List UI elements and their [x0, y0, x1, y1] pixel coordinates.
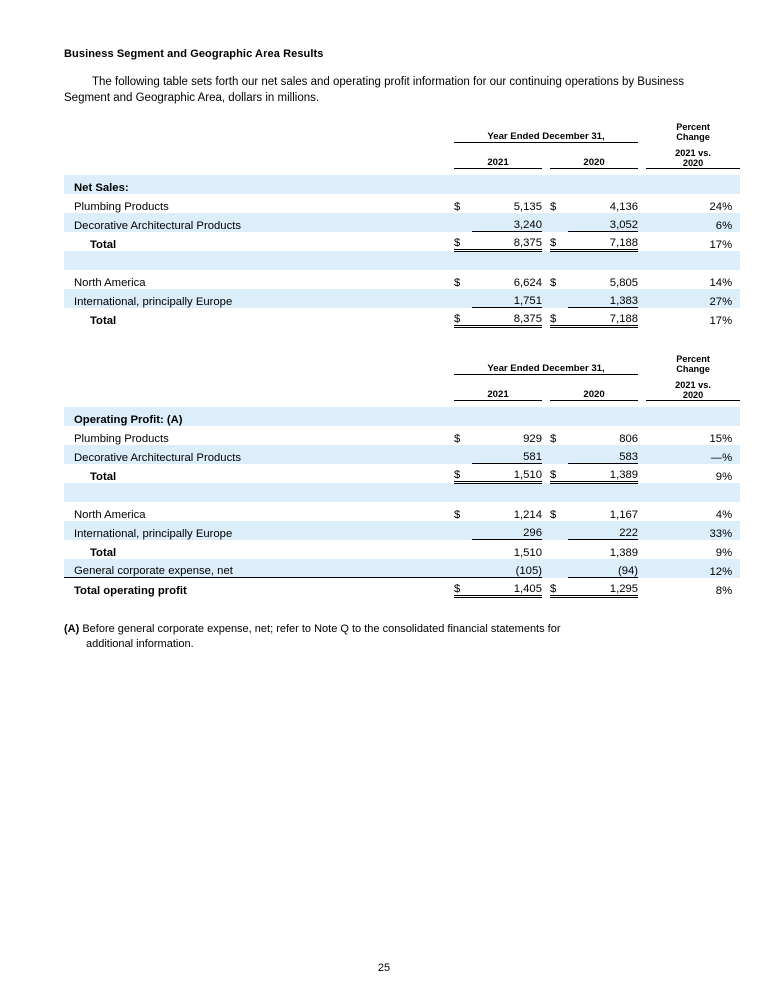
- band-row: [64, 483, 740, 502]
- footnote-text: Before general corporate expense, net; refer to Note Q to the consolidated financial statements for: [82, 623, 561, 635]
- header-percent-line2: Change: [676, 364, 710, 374]
- percent-sign: %: [722, 470, 733, 483]
- value-2020: 1,389: [568, 464, 638, 483]
- percent-sign: %: [722, 219, 733, 232]
- operating-profit-table: [64, 354, 740, 598]
- header-2020: 2020: [550, 148, 638, 169]
- value-2020: 1,295: [568, 578, 638, 597]
- table-gap: [64, 328, 728, 354]
- currency-symbol: $: [550, 276, 557, 289]
- value-2021: 1,510: [513, 546, 542, 559]
- value-percent-change: 12: [709, 565, 723, 578]
- currency-symbol: $: [550, 578, 568, 597]
- currency-symbol: $: [550, 432, 557, 445]
- value-2021: 1,405: [472, 578, 542, 597]
- footnote-text-continued: additional information.: [86, 638, 194, 650]
- value-2020: 1,167: [609, 508, 639, 521]
- currency-symbol: [550, 289, 568, 308]
- currency-symbol: $: [550, 200, 557, 213]
- header-percent-line1: Percent: [676, 122, 710, 132]
- row-label: Total: [90, 546, 117, 559]
- value-percent-change: —: [710, 451, 723, 464]
- value-percent-change: 24: [709, 200, 723, 213]
- value-percent-change: 27: [709, 295, 723, 308]
- currency-symbol: [454, 559, 472, 578]
- currency-symbol: $: [454, 200, 461, 213]
- value-percent-change: 9: [715, 470, 723, 483]
- page-title: Business Segment and Geographic Area Results: [64, 48, 324, 60]
- section-title: Operating Profit: (A): [74, 413, 183, 426]
- currency-symbol: [550, 540, 568, 559]
- header-year-ended: Year Ended December 31,: [454, 354, 638, 374]
- value-2020: 3,052: [568, 213, 638, 232]
- value-percent-change: 9: [715, 546, 723, 559]
- value-2020: 5,805: [609, 276, 639, 289]
- header-vs-line2: 2020: [682, 390, 704, 400]
- table-row: [64, 521, 740, 540]
- net-sales-table: [64, 122, 740, 328]
- header-vs-line1: 2021 vs.: [675, 380, 711, 390]
- header-percent-line2: Change: [676, 132, 710, 142]
- currency-symbol: [550, 521, 568, 540]
- percent-sign: %: [722, 295, 733, 308]
- value-2021: 6,624: [513, 276, 542, 289]
- currency-symbol: [454, 540, 472, 559]
- table-row: [64, 445, 740, 464]
- currency-symbol: [454, 289, 472, 308]
- table-row: [64, 502, 740, 521]
- value-percent-change: 8: [715, 584, 723, 597]
- currency-symbol: $: [454, 432, 461, 445]
- value-2021: 296: [472, 521, 542, 540]
- header-2021-vs-2020: [646, 380, 740, 401]
- page-number: 25: [377, 962, 391, 974]
- currency-symbol: $: [454, 464, 472, 483]
- header-2021: 2021: [454, 380, 542, 401]
- percent-sign: %: [722, 527, 733, 540]
- row-label: General corporate expense, net: [74, 565, 233, 577]
- section-header-net-sales: [64, 175, 740, 194]
- table-row: [64, 213, 740, 232]
- table-row-total: [64, 232, 740, 251]
- currency-symbol: $: [454, 508, 461, 521]
- percent-sign: %: [722, 546, 733, 559]
- row-label: Plumbing Products: [74, 200, 169, 213]
- percent-sign: %: [722, 508, 733, 521]
- value-2021: 1,751: [472, 289, 542, 308]
- header-2021: 2021: [454, 148, 542, 169]
- value-2020: 222: [568, 521, 638, 540]
- row-label: Total operating profit: [64, 578, 454, 597]
- currency-symbol: [454, 445, 472, 464]
- value-percent-change: 33: [709, 527, 723, 540]
- percent-sign: %: [722, 584, 733, 597]
- value-2020: 1,389: [609, 546, 639, 559]
- currency-symbol: [550, 213, 568, 232]
- currency-symbol: [454, 213, 472, 232]
- row-label: North America: [74, 508, 146, 521]
- value-2021: 1,214: [513, 508, 542, 521]
- value-percent-change: 15: [709, 432, 723, 445]
- header-2020: 2020: [550, 380, 638, 401]
- header-year-ended: Year Ended December 31,: [454, 122, 638, 142]
- value-2021: 3,240: [472, 213, 542, 232]
- currency-symbol: $: [454, 578, 472, 597]
- section-title: Net Sales:: [74, 181, 129, 194]
- currency-symbol: $: [550, 308, 568, 327]
- currency-symbol: $: [454, 276, 461, 289]
- currency-symbol: $: [550, 508, 557, 521]
- percent-sign: %: [722, 451, 733, 464]
- table-row-total: [64, 308, 740, 327]
- value-2021: 8,375: [472, 308, 542, 327]
- row-label: Total: [90, 470, 117, 483]
- row-label: International, principally Europe: [74, 295, 233, 308]
- header-vs-line2: 2020: [682, 158, 704, 168]
- band-row: [64, 251, 740, 270]
- value-2020: 7,188: [568, 308, 638, 327]
- value-percent-change: 17: [709, 314, 723, 327]
- header-2021-vs-2020: [646, 148, 740, 169]
- currency-symbol: [454, 521, 472, 540]
- table-row: [64, 270, 740, 289]
- value-2021: 8,375: [472, 232, 542, 251]
- currency-symbol: $: [454, 308, 472, 327]
- value-2020: 806: [619, 432, 639, 445]
- value-2021: 1,510: [472, 464, 542, 483]
- header-percent-change: [646, 354, 740, 374]
- table-row-total: [64, 540, 740, 559]
- row-label: International, principally Europe: [74, 527, 233, 540]
- value-percent-change: 4: [715, 508, 723, 521]
- currency-symbol: $: [550, 232, 568, 251]
- value-2020: 7,188: [568, 232, 638, 251]
- currency-symbol: $: [550, 464, 568, 483]
- value-2021: 581: [472, 445, 542, 464]
- table-row: [64, 559, 740, 578]
- value-2020: (94): [568, 559, 638, 578]
- row-label: Total: [90, 238, 117, 251]
- percent-sign: %: [722, 238, 733, 251]
- value-2020: 1,383: [568, 289, 638, 308]
- value-2021: 929: [523, 432, 542, 445]
- table-row-grand-total: [64, 578, 740, 597]
- row-label: Plumbing Products: [74, 432, 169, 445]
- footnote: [64, 622, 664, 652]
- currency-symbol: [550, 445, 568, 464]
- header-percent-line1: Percent: [676, 354, 710, 364]
- percent-sign: %: [722, 276, 733, 289]
- footnote-label: (A): [64, 623, 80, 635]
- value-percent-change: 14: [709, 276, 723, 289]
- value-2020: 4,136: [609, 200, 639, 213]
- table-row-total: [64, 464, 740, 483]
- currency-symbol: $: [454, 232, 472, 251]
- header-row-years: [64, 380, 740, 401]
- percent-sign: %: [722, 200, 733, 213]
- header-row-group: [64, 354, 740, 374]
- table-row: [64, 289, 740, 308]
- value-2021: (105): [472, 559, 542, 578]
- percent-sign: %: [722, 314, 733, 327]
- section-header-operating-profit: [64, 407, 740, 426]
- intro-paragraph: The following table sets forth our net sales and operating profit information for our continuing operations by Business Segment and Geographic Area, dollars in millions.: [64, 76, 684, 104]
- percent-sign: %: [722, 432, 733, 445]
- currency-symbol: [550, 559, 568, 578]
- header-percent-change: [646, 122, 740, 142]
- percent-sign: %: [722, 565, 733, 578]
- header-row-group: [64, 122, 740, 142]
- table-row: [64, 426, 740, 445]
- header-vs-line1: 2021 vs.: [675, 148, 711, 158]
- row-label: Decorative Architectural Products: [74, 219, 242, 232]
- row-label: North America: [74, 276, 146, 289]
- table-row: [64, 194, 740, 213]
- value-2021: 5,135: [513, 200, 542, 213]
- value-2020: 583: [568, 445, 638, 464]
- row-label: Total: [90, 314, 117, 327]
- value-percent-change: 6: [715, 219, 723, 232]
- header-row-years: [64, 148, 740, 169]
- row-label: Decorative Architectural Products: [74, 451, 242, 464]
- value-percent-change: 17: [709, 238, 723, 251]
